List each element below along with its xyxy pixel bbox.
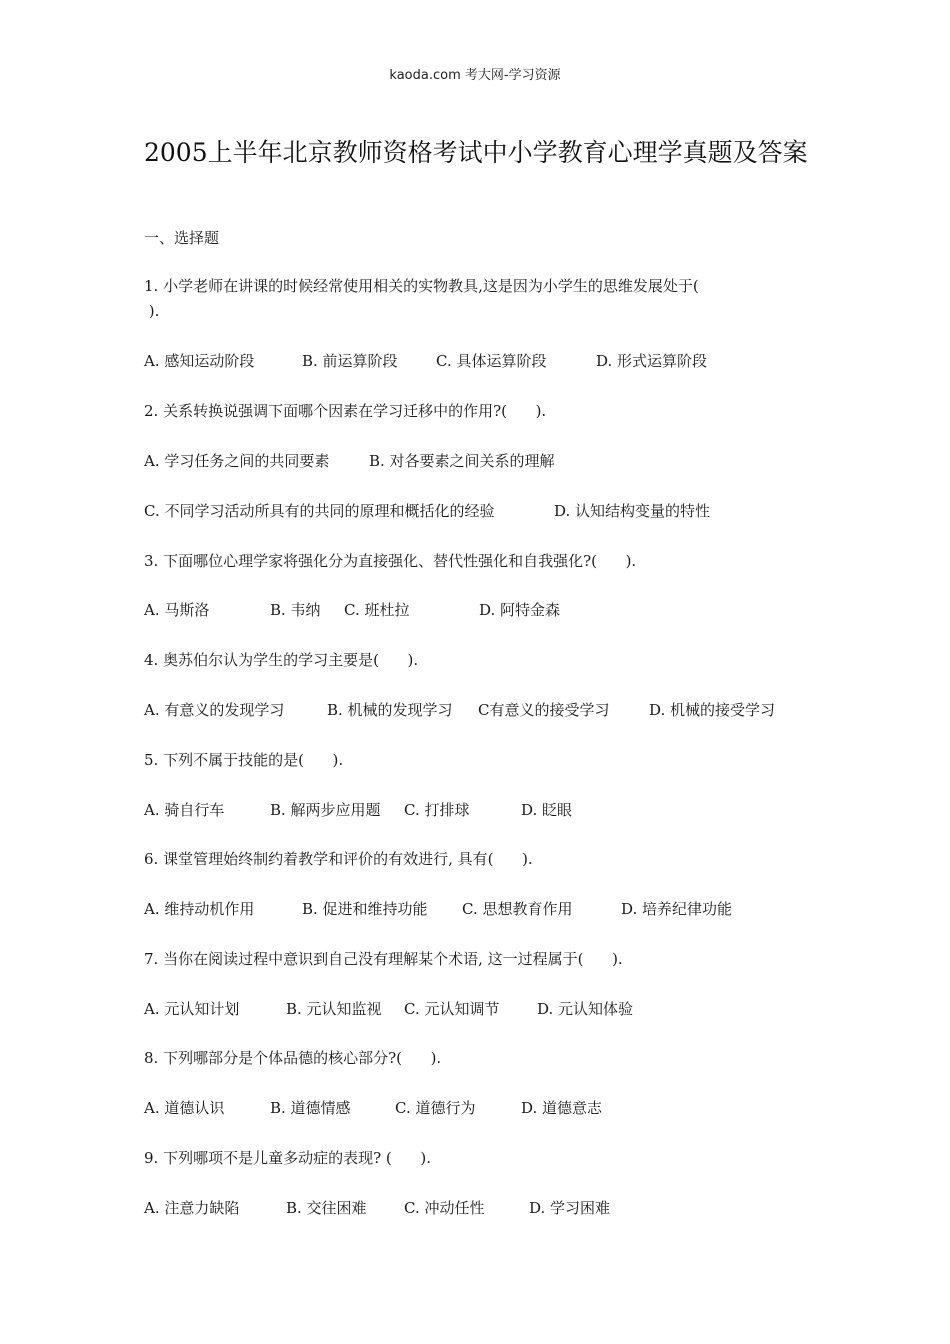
page-title: 2005上半年北京教师资格考试中小学教育心理学真题及答案 [144, 138, 808, 167]
option-a: A. 注意力缺陷 [144, 1199, 240, 1217]
option-a: A. 元认知计划 [144, 1000, 240, 1018]
option-c: C. 道德行为 [395, 1099, 476, 1117]
option-d: D. 培养纪律功能 [621, 900, 733, 918]
option-d: D. 阿特金森 [479, 601, 561, 619]
question-9-options [144, 1198, 611, 1318]
question-4-stem: 4. 奥苏伯尔认为学生的学习主要是( ). [144, 651, 419, 669]
question-8-stem: 8. 下列哪部分是个体品德的核心部分?( ). [144, 1049, 442, 1067]
option-b: B. 机械的发现学习 [327, 701, 453, 719]
question-5-stem: 5. 下列不属于技能的是( ). [144, 751, 344, 769]
option-d: D. 元认知体验 [537, 1000, 634, 1018]
option-a: A. 骑自行车 [144, 801, 225, 819]
option-d: D. 学习困难 [529, 1199, 611, 1217]
option-d: D. 形式运算阶段 [596, 352, 708, 370]
option-c: C. 具体运算阶段 [436, 352, 547, 370]
option-b: B. 解两步应用题 [270, 801, 381, 819]
option-b: B. 道德情感 [270, 1099, 351, 1117]
option-b: B. 交往困难 [286, 1199, 367, 1217]
question-9-stem: 9. 下列哪项不是儿童多动症的表现? ( ). [144, 1149, 431, 1167]
option-d: D. 认知结构变量的特性 [554, 502, 711, 520]
option-a: A. 维持动机作用 [144, 900, 255, 918]
option-d: D. 机械的接受学习 [649, 701, 776, 719]
option-b: B. 元认知监视 [286, 1000, 382, 1018]
option-c: C有意义的接受学习 [478, 701, 610, 719]
question-3-stem: 3. 下面哪位心理学家将强化分为直接强化、替代性强化和自我强化?( ). [144, 552, 637, 570]
option-a: A. 感知运动阶段 [144, 352, 255, 370]
option-d: D. 道德意志 [521, 1099, 603, 1117]
option-a: A. 学习任务之间的共同要素 [144, 452, 330, 470]
option-a: A. 有意义的发现学习 [144, 701, 285, 719]
section-heading: 一、选择题 [144, 229, 220, 247]
question-1-stem-cont: ). [144, 302, 160, 320]
option-b: B. 前运算阶段 [302, 352, 398, 370]
option-c: C. 思想教育作用 [462, 900, 573, 918]
question-6-stem: 6. 课堂管理始终制约着教学和评价的有效进行, 具有( ). [144, 850, 533, 868]
option-b: B. 促进和维持功能 [302, 900, 428, 918]
option-a: A. 道德认识 [144, 1099, 225, 1117]
option-c: C. 班杜拉 [344, 601, 410, 619]
option-c: C. 不同学习活动所具有的共同的原理和概括化的经验 [144, 502, 495, 520]
option-c: C. 冲动任性 [404, 1199, 485, 1217]
option-a: A. 马斯洛 [144, 601, 210, 619]
question-7-stem: 7. 当你在阅读过程中意识到自己没有理解某个术语, 这一过程属于( ). [144, 950, 623, 968]
option-b: B. 韦纳 [270, 601, 321, 619]
option-c: C. 元认知调节 [404, 1000, 500, 1018]
site-header: kaoda.com 考大网-学习资源 [389, 68, 561, 83]
option-b: B. 对各要素之间关系的理解 [369, 452, 555, 470]
option-c: C. 打排球 [404, 801, 470, 819]
question-1-stem: 1. 小学老师在讲课的时候经常使用相关的实物教具,这是因为小学生的思维发展处于( [144, 277, 699, 295]
option-d: D. 眨眼 [521, 801, 573, 819]
question-2-stem: 2. 关系转换说强调下面哪个因素在学习迁移中的作用?( ). [144, 402, 547, 420]
